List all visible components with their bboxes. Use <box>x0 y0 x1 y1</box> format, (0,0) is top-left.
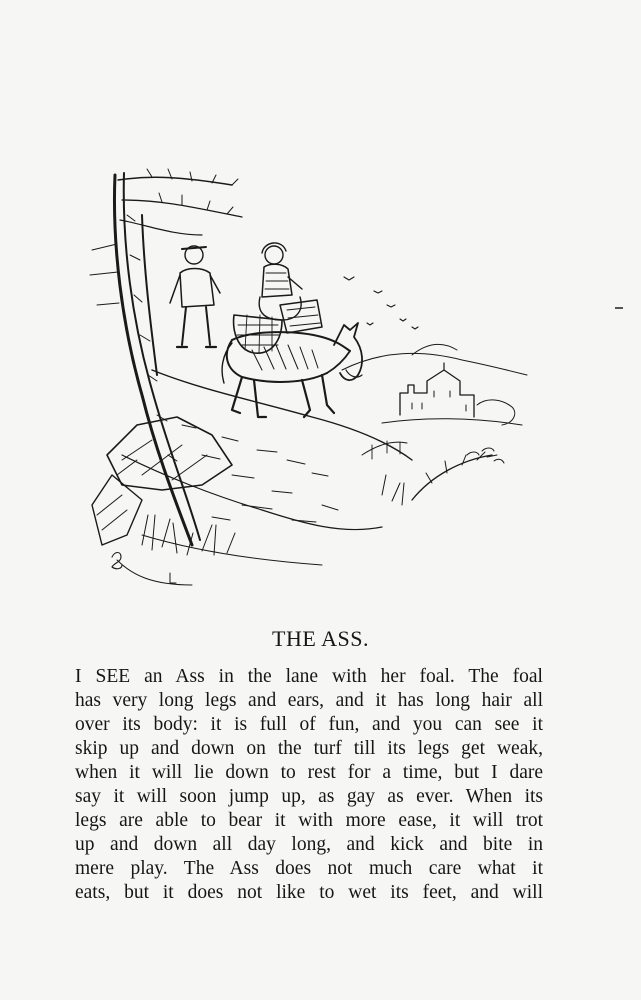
text-line-7: legs are able to bear it with more ease, it will trot <box>75 810 543 831</box>
text-line-4: skip up and down on the turf till its legs get weak, <box>75 738 543 759</box>
engraving-illustration <box>82 155 534 605</box>
body-text <box>75 665 543 905</box>
text-line-5: when it will lie down to rest for a time, but I dare <box>75 762 543 783</box>
text-line-2: has very long legs and ears, and it has long hair all <box>75 690 543 711</box>
line-1-text: an Ass in the lane with her foal. The foal <box>130 666 543 687</box>
text-line-9: mere play. The Ass does not much care what it <box>75 858 543 879</box>
page-title: THE ASS. <box>272 626 369 651</box>
text-line-6: say it will soon jump up, as gay as ever. When its <box>75 786 543 807</box>
text-line-8: up and down all day long, and kick and bite in <box>75 834 543 855</box>
engraving-woman-on-donkey-with-boy-icon <box>82 155 534 605</box>
lead-word: I SEE <box>75 666 131 687</box>
text-line-3: over its body: it is full of fun, and you can see it <box>75 714 543 735</box>
page-edge-mark <box>615 307 623 309</box>
text-line-10: eats, but it does not like to wet its feet, and will <box>75 882 543 903</box>
text-line-1 <box>75 665 543 689</box>
